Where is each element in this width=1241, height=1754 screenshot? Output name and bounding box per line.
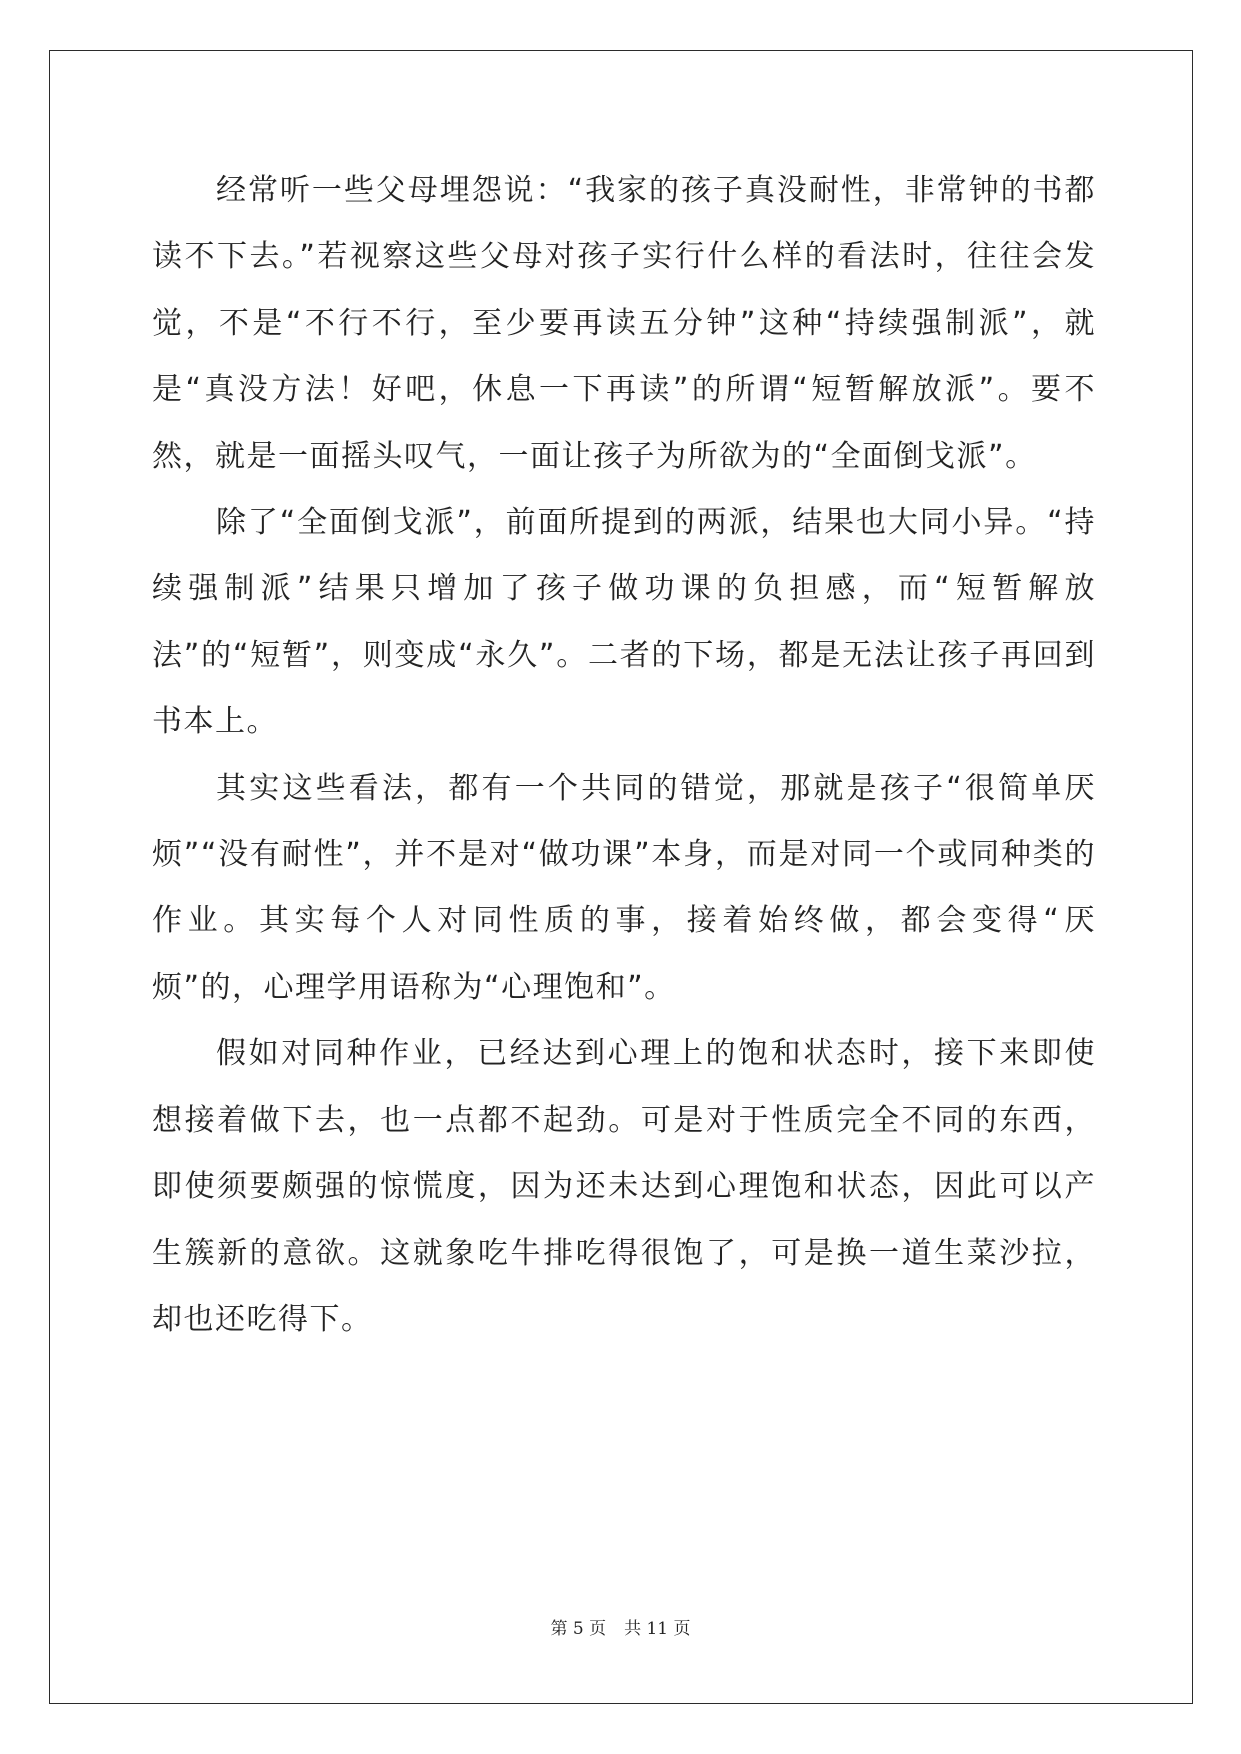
page-footer [0, 1614, 1241, 1639]
page-total: 共 11 页 [624, 1619, 691, 1639]
paragraph-1: 经常听一些父母埋怨说：“我家的孩子真没耐性，非常钟的书都读不下去。”若视察这些父母对孩子实行什么样的看法时，往往会发觉，不是“不行不行，至少要再读五分钟”这种“持续强制派”，就是“真没方法！好吧，休息一下再读”的所谓“短暂解放派”。要不然，就是一面摇头叹气，一面让孩子为所欲为的“全面倒戈派”。 [152, 173, 1096, 474]
document-body [152, 158, 1096, 1353]
page-number: 第 5 页 [550, 1619, 607, 1639]
paragraph-3: 其实这些看法，都有一个共同的错觉，那就是孩子“很简单厌烦”“没有耐性”，并不是对“做功课”本身，而是对同一个或同种类的作业。其实每个人对同性质的事，接着始终做，都会变得“厌烦”的，心理学用语称为“心理饱和”。 [152, 770, 1096, 1005]
paragraph-2: 除了“全面倒戈派”，前面所提到的两派，结果也大同小异。“持续强制派”结果只增加了孩子做功课的负担感，而“短暂解放法”的“短暂”，则变成“永久”。二者的下场，都是无法让孩子再回到书本上。 [152, 505, 1096, 740]
paragraph-4: 假如对同种作业，已经达到心理上的饱和状态时，接下来即使想接着做下去，也一点都不起劲。可是对于性质完全不同的东西，即使须要颇强的惊慌度，因为还未达到心理饱和状态，因此可以产生簇新的意欲。这就象吃牛排吃得很饱了，可是换一道生菜沙拉，却也还吃得下。 [152, 1036, 1096, 1337]
